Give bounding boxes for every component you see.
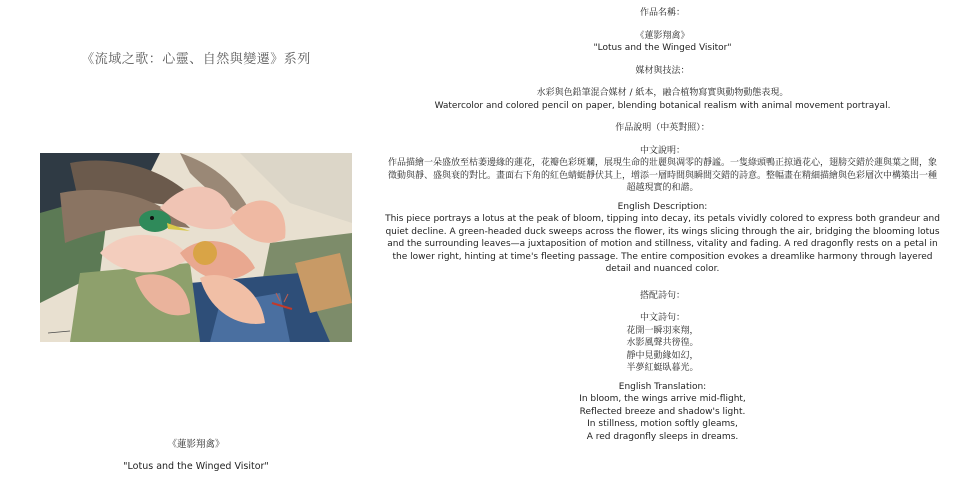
- poem-zh-line: 花開一瞬羽來翔，: [626, 325, 699, 336]
- poem-zh-line: 水影風聲共徬徨。: [626, 338, 699, 348]
- poem-heading: 搭配詩句：: [639, 290, 685, 301]
- poem-zh-line: 靜中見動緣如幻，: [626, 350, 699, 361]
- poem-zh-line: 半夢紅蜓臥暮光。: [626, 363, 699, 373]
- artwork-image: [40, 153, 352, 342]
- description-zh-label: 中文說明：: [639, 145, 685, 156]
- poem-en-line: Reflected breeze and shadow's light.: [579, 406, 746, 417]
- artwork-caption: [40, 428, 352, 483]
- poem-en-label: English Translation:: [618, 381, 707, 392]
- medium-zh: 水彩與色鉛筆混合媒材 / 紙本，融合植物寫實與動物動態表現。: [536, 88, 789, 98]
- lotus-painting: [40, 153, 352, 342]
- title-heading: 作品名稱：: [639, 8, 685, 18]
- description-heading: 作品說明（中英對照）：: [615, 123, 710, 133]
- medium-en: Watercolor and colored pencil on paper, blending botanical realism with animal movement portrayal.: [434, 100, 891, 111]
- title-en: "Lotus and the Winged Visitor": [593, 43, 732, 53]
- medium-heading: 媒材與技法：: [635, 65, 690, 76]
- poem-en-line: In bloom, the wings arrive mid-flight,: [579, 394, 746, 404]
- poem-en-line: In stillness, motion softly gleams,: [587, 419, 738, 429]
- artwork-details: [385, 7, 940, 443]
- caption-title-en: "Lotus and the Winged Visitor": [123, 461, 269, 472]
- poem-zh-label: 中文詩句：: [639, 313, 685, 323]
- caption-title-zh: 《蓮影翔禽》: [167, 438, 225, 450]
- title-zh: 《蓮影翔禽》: [635, 30, 690, 41]
- description-en: This piece portrays a lotus at the peak of bloom, tipping into decay, its petals vividly colored to express both grandeur and quiet decline. A green-headed duck sweeps across the flower, its wings slicing through the air, bridging the blooming lotus and the surrounding leaves—a juxtaposition of motion and stillness, vitality and fading. A red dragonfly rests on a petal in the lower right, hinting at time's fleeting passage. The entire composition evokes a dreamlike harmony through layered detail and nuanced color.: [385, 214, 940, 274]
- series-title: 《流域之歌：心靈、自然與變遷》系列: [81, 52, 311, 67]
- poem-en-line: A red dragonfly sleeps in dreams.: [586, 431, 739, 442]
- description-zh: 作品描繪一朵盛放至枯萎邊緣的蓮花，花瓣色彩斑斕，展現生命的壯麗與凋零的靜謐。一隻綠頭鴨正掠過花心，翅膀交錯於蓮與葉之間，象徵動與靜、盛與衰的對比。畫面右下角的紅色蜻蜓靜伏其上，增添一層時間與瞬間交錯的詩意。整幅畫在精細描繪與色彩層次中構築出一種超越現實的和諧。: [387, 158, 937, 193]
- description-en-label: English Description:: [617, 201, 708, 212]
